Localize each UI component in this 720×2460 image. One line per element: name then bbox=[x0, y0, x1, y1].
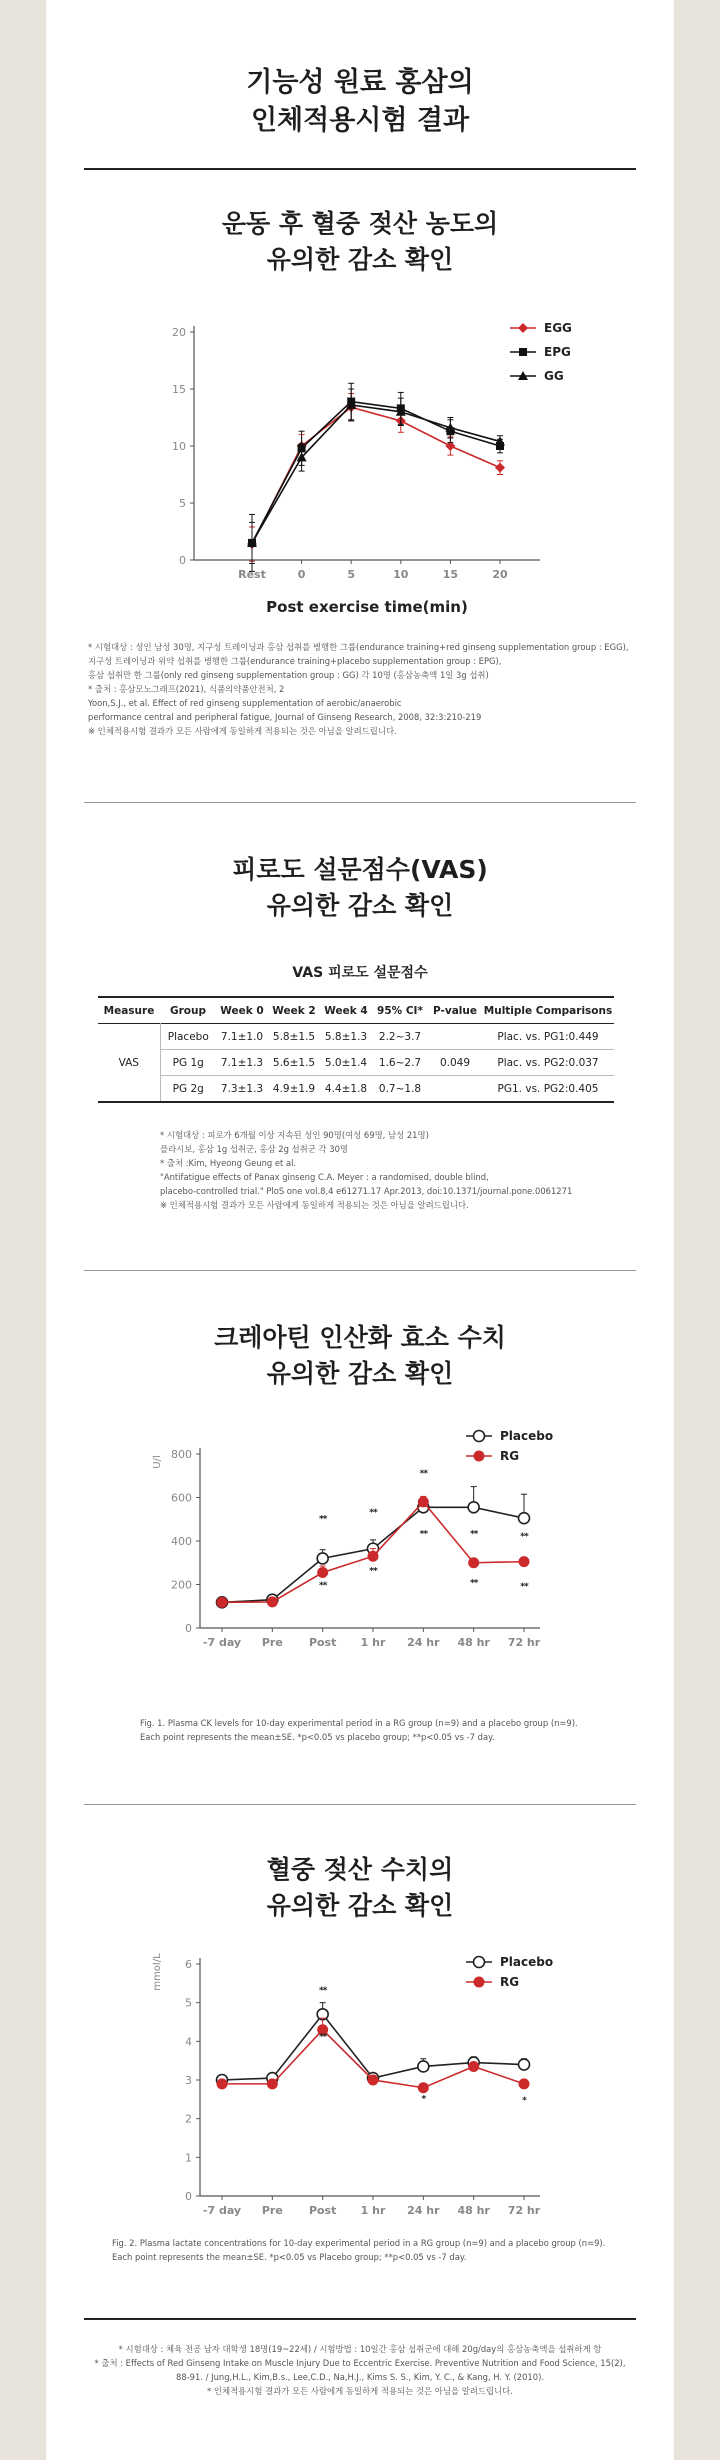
table-cell: 7.1±1.3 bbox=[220, 1056, 264, 1069]
note-line: * 출처 :Kim, Hyeong Geung et al. bbox=[160, 1158, 297, 1168]
table-cell: 4.4±1.8 bbox=[324, 1082, 368, 1095]
note-line: Yoon,S.J., et al. Effect of red ginseng supplementation of aerobic/anaerobic bbox=[88, 698, 402, 708]
x-tick-label: 10 bbox=[393, 568, 409, 581]
table-header-row bbox=[98, 997, 614, 1024]
column-header: Week 2 bbox=[272, 1004, 316, 1017]
section4-title-line2: 유의한 감소 확인 bbox=[266, 1891, 454, 1920]
table-cell bbox=[428, 1024, 482, 1050]
y-tick-label: 2 bbox=[185, 2112, 192, 2126]
measure-cell: VAS bbox=[98, 1024, 160, 1103]
section2-notes bbox=[160, 1128, 572, 1212]
legend-label: Placebo bbox=[500, 1955, 554, 1969]
vas-table-title: VAS 피로도 설문점수 bbox=[292, 965, 428, 981]
x-tick-label: 20 bbox=[492, 568, 508, 581]
data-point bbox=[368, 2075, 379, 2086]
divider bbox=[84, 802, 636, 803]
note-line: * 출처 : 홍삼모노그래프(2021), 식품의약품안전처, 2 bbox=[88, 684, 285, 694]
significance-mark: ** bbox=[318, 1514, 327, 1525]
significance-mark: ** bbox=[469, 1578, 478, 1589]
section1-title-line2: 유의한 감소 확인 bbox=[266, 245, 454, 274]
page-title-line1: 기능성 원료 홍삼의 bbox=[246, 67, 474, 98]
column-header: Week 0 bbox=[220, 1004, 264, 1017]
significance-mark: ** bbox=[318, 1580, 327, 1591]
table-cell: 0.049 bbox=[439, 1056, 471, 1069]
section4-notes bbox=[112, 2236, 605, 2264]
x-tick-label: -7 day bbox=[202, 1636, 242, 1649]
column-header: Measure bbox=[103, 1004, 155, 1017]
column-header: P-value bbox=[433, 1004, 477, 1017]
data-point bbox=[418, 2082, 429, 2093]
legend-label: EGG bbox=[544, 321, 572, 335]
note-line: * 시험대상 : 성인 남성 30명, 지구성 트레이닝과 홍삼 섭취를 병행한 그룹(endurance training+red ginseng supplementation group : EGG), bbox=[88, 642, 629, 652]
group-cell: PG 1g bbox=[172, 1056, 204, 1069]
x-tick-label: 48 hr bbox=[457, 2204, 490, 2217]
note-line: "Antifatigue effects of Panax ginseng C.A. Meyer : a randomised, double blind, bbox=[160, 1172, 489, 1182]
legend-marker bbox=[474, 1451, 485, 1462]
series-line-placebo bbox=[222, 2014, 524, 2080]
data-point bbox=[317, 1553, 328, 1564]
y-tick-label: 0 bbox=[185, 2190, 192, 2203]
section3-title-line1: 크레아틴 인산화 효소 수치 bbox=[214, 1323, 506, 1352]
section4-title-line1: 혈중 젖산 수치의 bbox=[266, 1855, 454, 1884]
significance-mark: ** bbox=[520, 1531, 528, 1542]
legend-label: EPG bbox=[544, 345, 571, 359]
note-line: * 출처 : Effects of Red Ginseng Intake on Muscle Injury Due to Eccentric Exercise. Preventive Nutrition and Food Science, 15(2), bbox=[94, 2358, 626, 2368]
x-tick-label: 72 hr bbox=[507, 1636, 541, 1649]
data-point bbox=[418, 1496, 429, 1507]
note-line: Each point represents the mean±SE. *p<0.05 vs Placebo group; **p<0.05 vs -7 day. bbox=[112, 2252, 467, 2262]
legend-label: RG bbox=[500, 1449, 520, 1463]
x-tick-label: 15 bbox=[442, 568, 459, 581]
data-point bbox=[519, 1513, 530, 1524]
x-tick-label: Pre bbox=[261, 2204, 283, 2217]
note-line: 플라시보, 홍삼 1g 섭취군, 홍삼 2g 섭취군 각 30명 bbox=[160, 1144, 349, 1154]
table-cell: Plac. vs. PG1:0.449 bbox=[497, 1030, 599, 1043]
series-line-gg bbox=[252, 405, 500, 543]
data-point bbox=[468, 1557, 479, 1568]
legend-label: RG bbox=[500, 1975, 520, 1989]
x-tick-label: 0 bbox=[297, 568, 306, 581]
significance-mark: ** bbox=[469, 1529, 478, 1540]
table-cell: 5.6±1.5 bbox=[272, 1056, 316, 1069]
data-point bbox=[368, 1551, 379, 1562]
section2-title-line1: 피로도 설문점수(VAS) bbox=[232, 855, 488, 884]
y-tick-label: 10 bbox=[172, 440, 186, 453]
group-cell: Placebo bbox=[167, 1030, 209, 1043]
note-line: 88-91. / Jung,H.L., Kim,B.s., Lee,C.D., Na,H.J., Kims S. S., Kim, Y. C., & Kang, H. Y. (2010). bbox=[176, 2372, 544, 2382]
data-point bbox=[418, 2061, 429, 2072]
data-point bbox=[317, 1567, 328, 1578]
x-tick-label: 1 hr bbox=[360, 2204, 386, 2217]
y-tick-label: 6 bbox=[185, 1958, 192, 1971]
legend-marker bbox=[474, 1431, 485, 1442]
table-row bbox=[98, 1024, 614, 1050]
note-line: ※ 인체적용시험 결과가 모든 사람에게 동일하게 적용되는 것은 아님을 알려드립니다. bbox=[160, 1200, 469, 1210]
table-cell: PG1. vs. PG2:0.405 bbox=[497, 1082, 599, 1095]
x-tick-label: Pre bbox=[261, 1636, 283, 1649]
divider bbox=[84, 1270, 636, 1271]
lactate-recovery-chart bbox=[140, 1950, 580, 2230]
column-header: Week 4 bbox=[324, 1004, 368, 1017]
x-tick-label: 24 hr bbox=[407, 1636, 440, 1649]
legend-marker bbox=[474, 1977, 485, 1988]
note-line: Each point represents the mean±SE. *p<0.05 vs placebo group; **p<0.05 vs -7 day. bbox=[140, 1732, 495, 1742]
section3-title-line2: 유의한 감소 확인 bbox=[266, 1359, 454, 1388]
table-cell: Plac. vs. PG2:0.037 bbox=[497, 1056, 599, 1069]
significance-mark: * bbox=[522, 2096, 526, 2107]
section1-notes bbox=[88, 640, 629, 738]
y-tick-label: 20 bbox=[172, 326, 186, 339]
divider bbox=[84, 2318, 636, 2320]
section3-notes bbox=[140, 1716, 578, 1744]
table-cell: 5.8±1.5 bbox=[272, 1030, 316, 1043]
table-cell: 7.1±1.0 bbox=[220, 1030, 264, 1043]
data-point bbox=[267, 2078, 278, 2089]
y-tick-label: 0 bbox=[179, 554, 186, 567]
note-line: * 시험대상 : 피로가 6개월 이상 지속된 성인 90명(여성 69명, 남성 21명) bbox=[160, 1130, 429, 1140]
y-tick-label: 3 bbox=[185, 2074, 192, 2087]
table-cell: 1.6~2.7 bbox=[378, 1056, 422, 1069]
vas-table bbox=[98, 996, 614, 1103]
x-tick-label: 48 hr bbox=[457, 1636, 490, 1649]
y-tick-label: 4 bbox=[185, 2035, 192, 2049]
table-cell: 5.0±1.4 bbox=[324, 1056, 368, 1069]
note-line: Fig. 1. Plasma CK levels for 10-day experimental period in a RG group (n=9) and a placebo group (n=9). bbox=[140, 1718, 578, 1728]
y-tick-label: 5 bbox=[179, 497, 186, 510]
data-point bbox=[519, 2059, 530, 2070]
legend-label: Placebo bbox=[500, 1429, 554, 1443]
series-line-epg bbox=[252, 402, 500, 543]
x-tick-label: -7 day bbox=[202, 2204, 242, 2217]
column-header: Multiple Comparisons bbox=[483, 1004, 613, 1017]
data-point bbox=[468, 2061, 479, 2072]
divider bbox=[84, 1804, 636, 1805]
significance-mark: ** bbox=[419, 1529, 428, 1540]
x-tick-label: 72 hr bbox=[507, 2204, 541, 2217]
y-tick-label: 1 bbox=[185, 2151, 192, 2165]
significance-mark: ** bbox=[369, 1566, 377, 1577]
x-tick-label: 5 bbox=[347, 568, 356, 581]
note-line: performance central and peripheral fatigue, Journal of Ginseng Research, 2008, 32:3:210-219 bbox=[88, 712, 482, 722]
y-axis-title: mmol/L bbox=[152, 1953, 163, 1991]
table-cell bbox=[428, 1076, 482, 1103]
section1-title-line1: 운동 후 혈중 젖산 농도의 bbox=[221, 209, 499, 238]
table-cell: 0.7~1.8 bbox=[378, 1082, 422, 1095]
table-cell: 7.3±1.3 bbox=[220, 1082, 264, 1095]
divider bbox=[84, 168, 636, 170]
significance-mark: ** bbox=[520, 1581, 528, 1592]
significance-mark: ** bbox=[318, 2032, 327, 2043]
data-point bbox=[217, 2078, 228, 2089]
y-tick-label: 15 bbox=[172, 383, 186, 396]
group-cell: PG 2g bbox=[172, 1082, 204, 1095]
table-row bbox=[98, 1076, 614, 1103]
note-line: * 인체적용시험 결과가 모든 사람에게 동일하게 적용되는 것은 아님을 알려드립니다. bbox=[207, 2386, 513, 2396]
table-cell: 4.9±1.9 bbox=[272, 1082, 316, 1095]
table-row bbox=[98, 1050, 614, 1076]
data-point bbox=[519, 2078, 530, 2089]
note-line: ※ 인체적용시험 결과가 모든 사람에게 동일하게 적용되는 것은 아님을 알려드립니다. bbox=[88, 726, 397, 736]
page-title-line2: 인체적용시험 결과 bbox=[250, 105, 470, 136]
x-axis-title: Post exercise time(min) bbox=[266, 598, 468, 616]
data-point bbox=[519, 1556, 530, 1567]
significance-mark: ** bbox=[369, 1507, 377, 1518]
y-axis-title: U/l bbox=[152, 1455, 163, 1469]
note-line: 홍삼 섭취만 한 그룹(only red ginseng supplementation group : GG) 각 10명 (홍삼농축액 1일 3g 섭취) bbox=[88, 670, 489, 680]
data-point bbox=[217, 1597, 228, 1608]
legend-label: GG bbox=[544, 369, 564, 383]
y-tick-label: 800 bbox=[171, 1448, 192, 1461]
note-line: 지구성 트레이닝과 위약 섭취를 병행한 그룹(endurance training+placebo supplementation group : EPG), bbox=[88, 656, 502, 666]
x-tick-label: 24 hr bbox=[407, 2204, 440, 2217]
note-line: Fig. 2. Plasma lactate concentrations for 10-day experimental period in a RG group (n=9) and a placebo group (n=9). bbox=[112, 2238, 606, 2248]
x-tick-label: Rest bbox=[238, 568, 266, 581]
y-tick-label: 0 bbox=[185, 1622, 192, 1635]
column-header: Group bbox=[169, 1004, 206, 1017]
significance-mark: * bbox=[421, 2094, 426, 2105]
data-point bbox=[468, 1502, 479, 1513]
section2-title-line2: 유의한 감소 확인 bbox=[266, 891, 454, 920]
data-point bbox=[495, 463, 505, 473]
y-tick-label: 5 bbox=[185, 1996, 192, 2010]
table-cell: 2.2~3.7 bbox=[378, 1030, 422, 1043]
lactate-exercise-chart bbox=[140, 310, 580, 630]
significance-mark: ** bbox=[419, 1468, 428, 1479]
note-line: placebo-controlled trial." PloS one vol.8,4 e61271.17 Apr.2013, doi:10.1371/journal.pone.0061271 bbox=[160, 1186, 573, 1196]
y-tick-label: 400 bbox=[171, 1535, 192, 1548]
table-cell: 5.8±1.3 bbox=[324, 1030, 368, 1043]
x-tick-label: Post bbox=[308, 2204, 337, 2217]
data-point bbox=[267, 1596, 278, 1607]
column-header: 95% CI* bbox=[377, 1004, 423, 1017]
note-line: * 시험대상 : 체육 전공 남자 대학생 18명(19~22세) / 시험방법 : 10일간 홍삼 섭취군에 대해 20g/day의 홍삼농축액을 섭취하게 함 bbox=[118, 2344, 602, 2354]
ck-levels-chart bbox=[140, 1420, 580, 1710]
x-tick-label: 1 hr bbox=[360, 1636, 386, 1649]
y-tick-label: 200 bbox=[171, 1578, 192, 1592]
legend-marker bbox=[518, 323, 528, 333]
series-line-egg bbox=[252, 407, 500, 544]
legend-marker bbox=[474, 1957, 485, 1968]
y-tick-label: 600 bbox=[171, 1491, 192, 1505]
significance-mark: ** bbox=[318, 1986, 327, 1996]
legend-marker bbox=[519, 348, 527, 356]
x-tick-label: Post bbox=[308, 1636, 337, 1649]
footer-notes bbox=[46, 2342, 674, 2398]
